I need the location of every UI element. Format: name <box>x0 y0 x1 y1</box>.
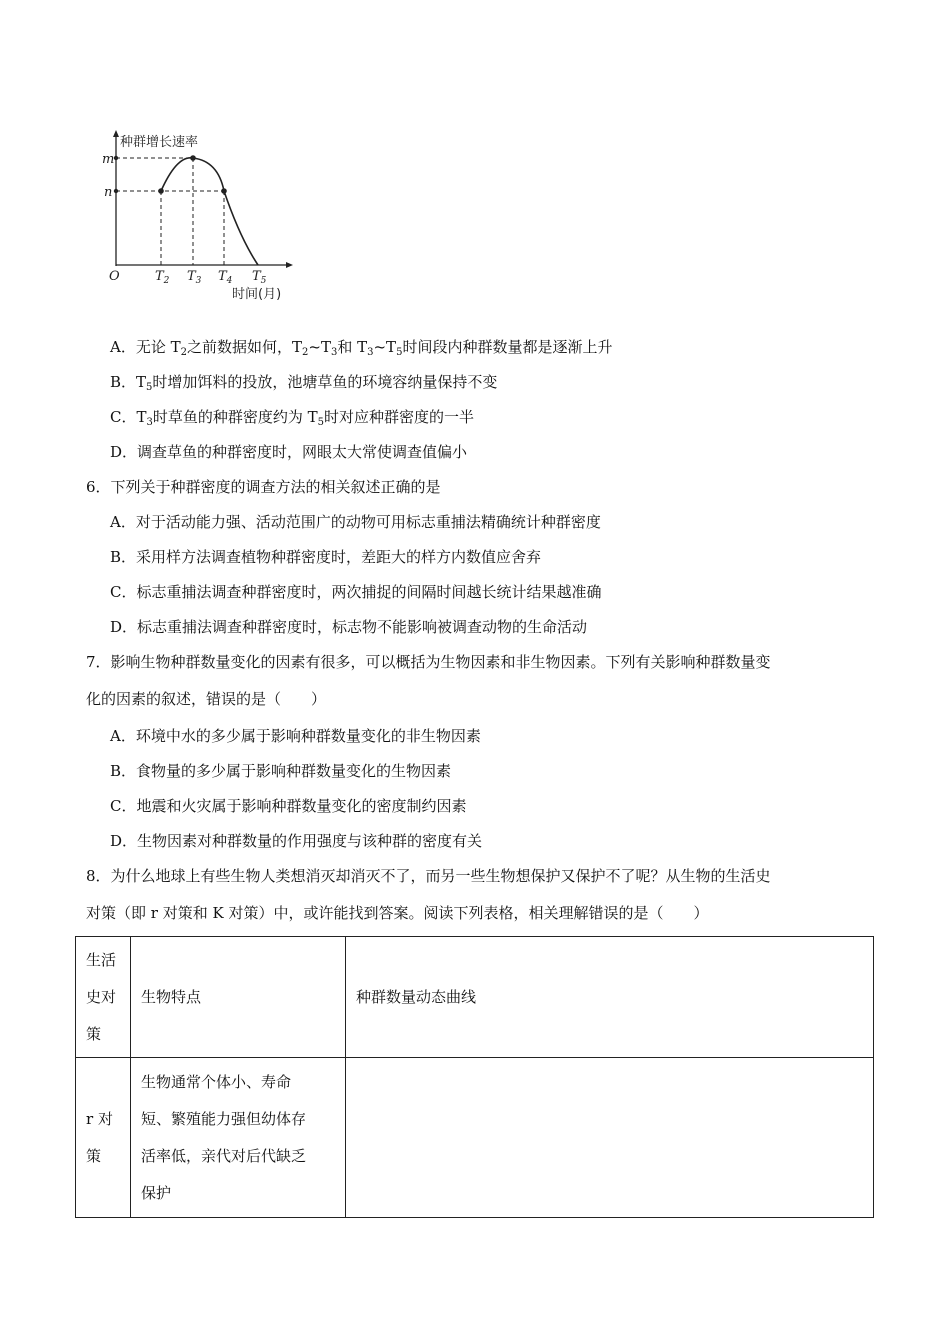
point-t3 <box>190 155 196 161</box>
q5-option-c: C．$T_3$时草鱼的种群密度约为 $T_5$时对应种群密度的一半 <box>110 408 475 428</box>
x-tick-t2: $T_2$ <box>155 269 170 286</box>
q7-option-d: D．生物因素对种群数量的作用强度与该种群的密度有关 <box>110 832 483 850</box>
q7-stem-line1: 7．影响生物种群数量变化的因素有很多，可以概括为生物因素和非生物因素。下列有关影响种群数量变 <box>86 653 771 671</box>
q6-option-c: C．标志重捕法调查种群密度时，两次捕捉的间隔时间越长统计结果越准确 <box>110 583 602 601</box>
q5-option-d: D．调查草鱼的种群密度时，网眼太大常使调查值偏小 <box>110 443 468 461</box>
y-axis-arrow <box>113 130 119 137</box>
growth-rate-figure <box>100 128 300 308</box>
q8-stem-line1: 8．为什么地球上有些生物人类想消灭却消灭不了，而另一些生物想保护又保护不了呢？从生物的生活史 <box>86 867 771 885</box>
header-cell-strategy: 生活 史对 策 <box>76 937 131 1058</box>
q6-option-b: B．采用样方法调查植物种群密度时，差距大的样方内数值应舍弃 <box>110 548 542 566</box>
q7-stem-line2: 化的因素的叙述，错误的是（ ） <box>86 690 327 708</box>
q5-option-a: A．无论 $T_2$之前数据如何，$T_2\sim T_3$和 $T_3\sim T_5$时间段内种群数量都是逐渐上升 <box>110 338 613 358</box>
point-t2 <box>158 188 164 194</box>
y-tick-n: n <box>104 185 113 200</box>
origin-label: O <box>109 269 120 284</box>
x-tick-t4: $T_4$ <box>218 269 233 286</box>
row-cell-strategy: r 对 策 <box>76 1058 131 1218</box>
y-axis-label: 种群增长速率 <box>120 135 199 150</box>
x-tick-t5: $T_5$ <box>252 269 267 286</box>
header-cell-curve: 种群数量动态曲线 <box>346 937 874 1058</box>
point-n-axis <box>114 189 118 193</box>
point-t4 <box>221 188 227 194</box>
row-cell-curve <box>346 1058 874 1218</box>
point-m-axis <box>114 156 118 160</box>
table-row <box>76 1058 874 1218</box>
x-axis-arrow <box>286 262 293 268</box>
header-cell-traits: 生物特点 <box>131 937 346 1058</box>
table-header-row <box>76 937 874 1058</box>
q8-stem-line2: 对策（即 r 对策和 K 对策）中，或许能找到答案。阅读下列表格，相关理解错误的是（ ） <box>86 904 709 922</box>
q6-option-a: A．对于活动能力强、活动范围广的动物可用标志重捕法精确统计种群密度 <box>110 513 601 531</box>
row-cell-traits: 生物通常个体小、寿命 短、繁殖能力强但幼体存 活率低，亲代对后代缺乏 保护 <box>131 1058 346 1218</box>
y-tick-m: m <box>102 152 115 167</box>
life-history-table <box>75 936 874 1218</box>
q6-stem: 6．下列关于种群密度的调查方法的相关叙述正确的是 <box>86 478 441 496</box>
x-axis-label: 时间(月) <box>232 287 282 302</box>
q7-option-c: C．地震和火灾属于影响种群数量变化的密度制约因素 <box>110 797 467 815</box>
q7-option-b: B．食物量的多少属于影响种群数量变化的生物因素 <box>110 762 452 780</box>
q6-option-d: D．标志重捕法调查种群密度时，标志物不能影响被调查动物的生命活动 <box>110 618 588 636</box>
x-tick-t3: $T_3$ <box>187 269 202 286</box>
q5-option-b: B．$T_5$时增加饵料的投放，池塘草鱼的环境容纳量保持不变 <box>110 373 498 393</box>
q7-option-a: A．环境中水的多少属于影响种群数量变化的非生物因素 <box>110 727 481 745</box>
growth-rate-curve <box>161 158 258 265</box>
